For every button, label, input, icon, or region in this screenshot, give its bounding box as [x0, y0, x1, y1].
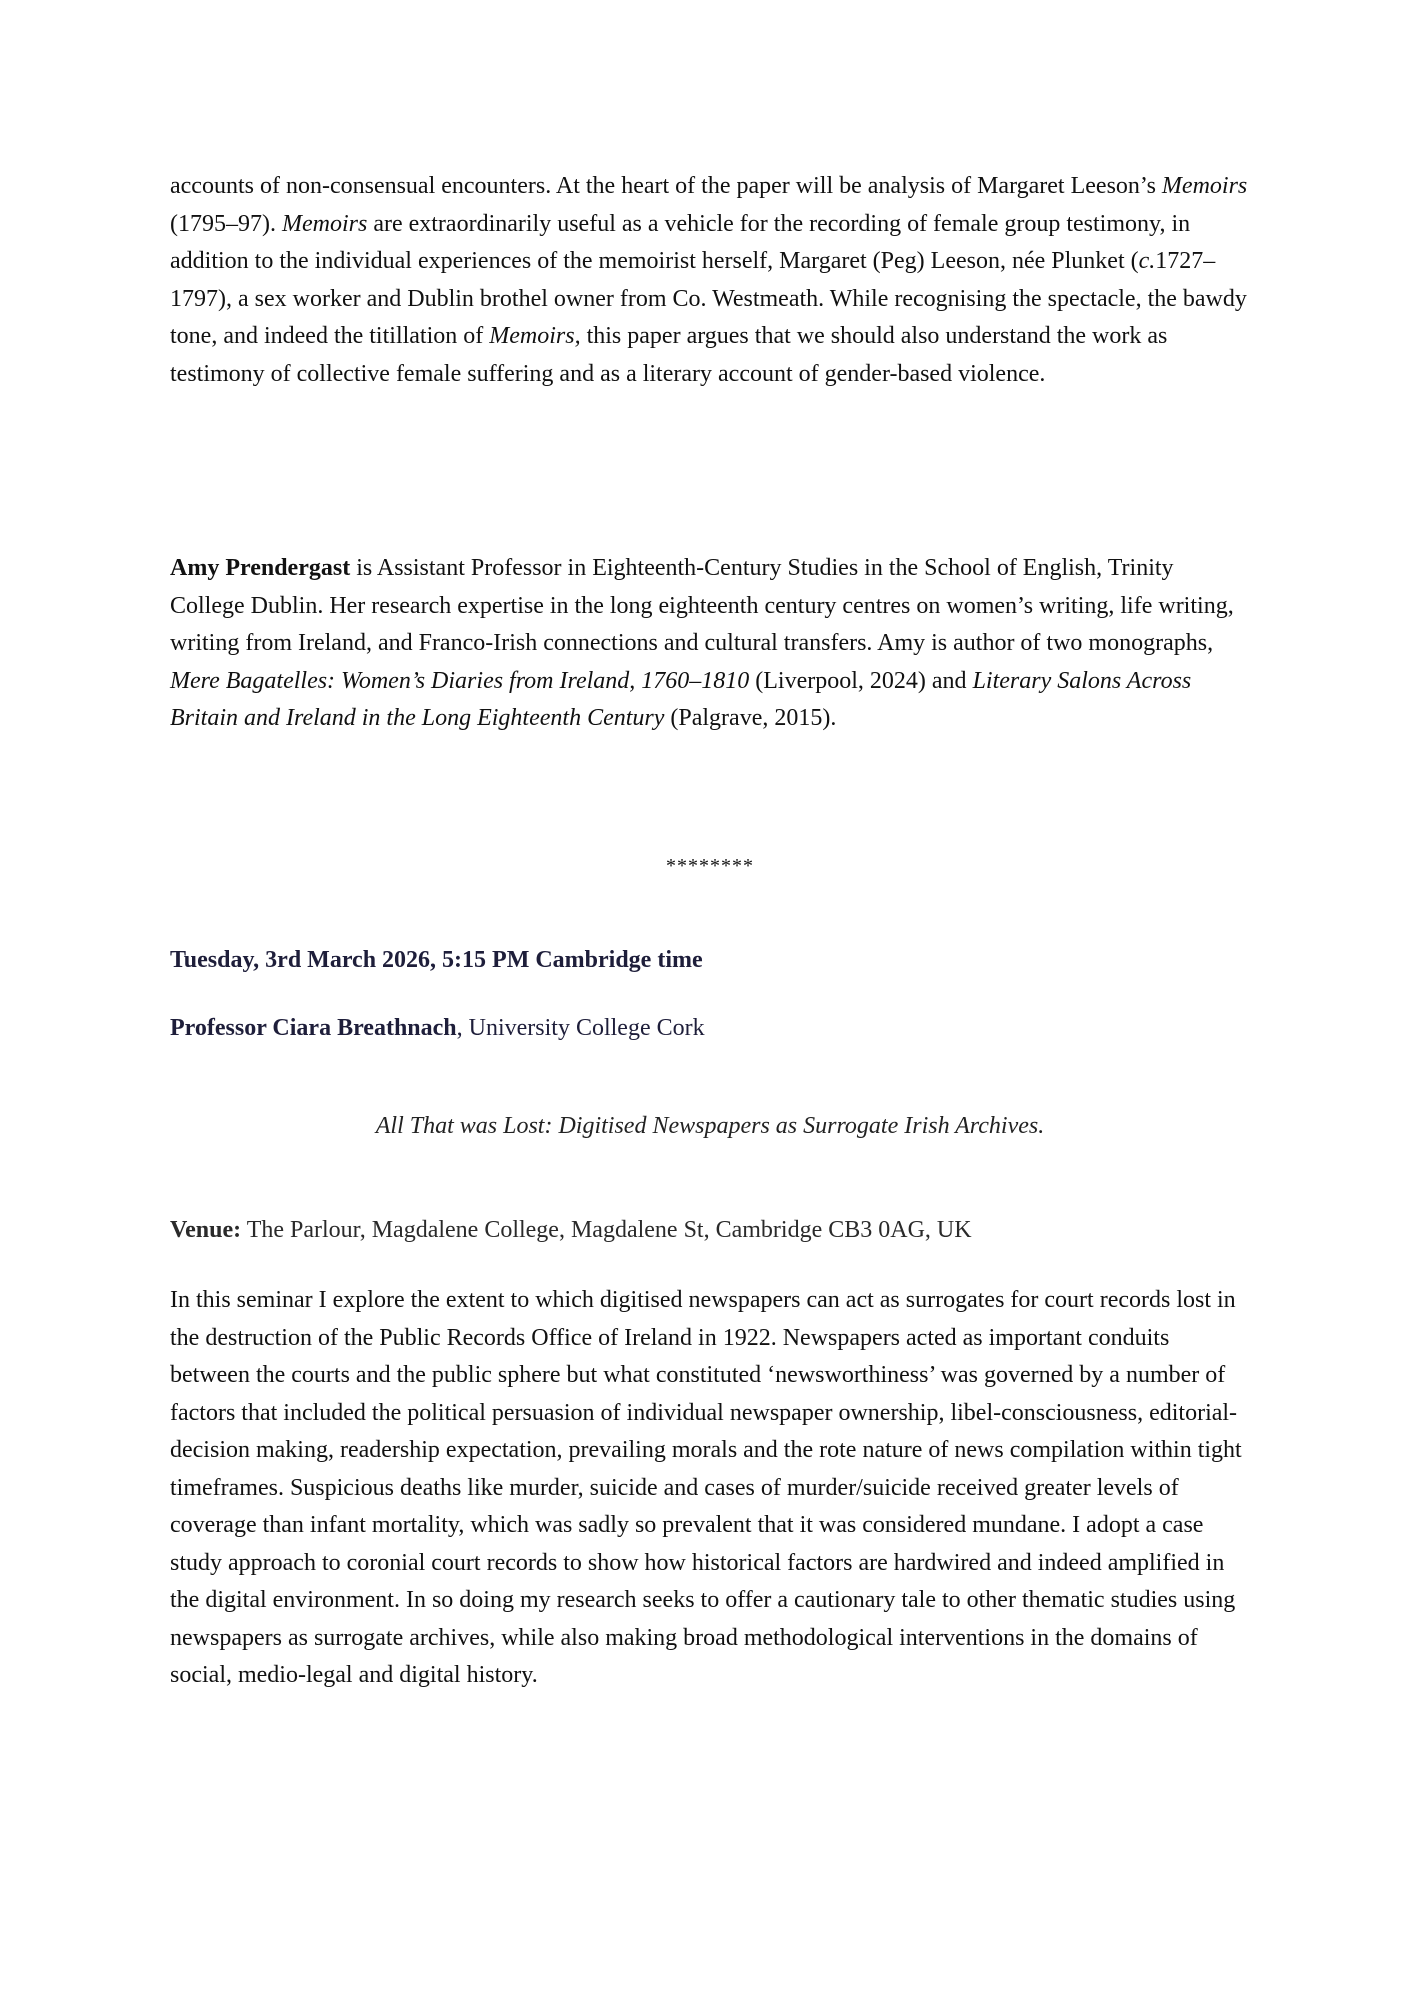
previous-abstract-continuation — [170, 168, 1250, 393]
venue-value: The Parlour, Magdalene College, Magdalene St, Cambridge CB3 0AG, UK — [241, 1217, 972, 1243]
section-separator: ******** — [666, 855, 754, 877]
text-segment: is Assistant Professor in Eighteenth-Century Studies in the School of English, Trinity College Dublin. Her research expertise in the long eighteenth century centres on women’s writing, life writing, writing from Ireland, and Franco-Irish connections and cultural transfers. Amy is author of two monographs, — [170, 555, 1234, 656]
book-title-memoirs: Memoirs — [281, 210, 368, 237]
venue-label: Venue: — [170, 1217, 242, 1243]
talk-title: All That was Lost: Digitised Newspapers as Surrogate Irish Archives. — [375, 1113, 1045, 1139]
event-date-time: Tuesday, 3rd March 2026, 5:15 PM Cambridge time — [170, 947, 703, 973]
event-venue — [170, 1212, 972, 1250]
text-segment: accounts of non-consensual encounters. At the heart of the paper will be analysis of Margaret Leeson’s — [170, 173, 1162, 199]
text-segment: this paper argues that we should also understand the work as testimony of collective female suffering and as a literary account of gender-based violence. — [170, 323, 1168, 387]
text-segment: are extraordinarily useful as a vehicle for the recording of female group testimony, in addition to the individual experiences of the memoirist herself, Margaret (Peg) Leeson, née Plunket ( — [170, 210, 1191, 274]
circa-abbrev: c. — [1138, 248, 1156, 274]
speaker-affiliation: , University College Cork — [456, 1015, 705, 1041]
speaker-name: Professor Ciara Breathnach — [170, 1015, 457, 1041]
text-segment: (Liverpool, 2024) and — [749, 667, 973, 694]
event-speaker — [170, 1010, 705, 1048]
monograph-title: Mere Bagatelles: Women’s Diaries from Ireland, 1760–1810 — [170, 667, 750, 694]
monograph-title: Literary Salons Across Britain and Ireland in the Long Eighteenth Century — [170, 667, 1192, 731]
talk-abstract: In this seminar I explore the extent to which digitised newspapers can act as surrogates for court records lost in the destruction of the Public Records Office of Ireland in 1922. Newspapers acted as important conduits between the courts and the public sphere but what constituted ‘newsworthiness’ was governed by a number of factors that included the political persuasion of individual newspaper ownership, libel-consciousness, editorial-decision making, readership expectation, prevailing morals and the rote nature of news compilation within tight timeframes. Suspicious deaths like murder, suicide and cases of murder/suicide received greater levels of coverage than infant mortality, which was sadly so prevalent that it was considered mundane. I adopt a case study approach to coronial court records to show how historical factors are hardwired and indeed amplified in the digital environment. In so doing my research seeks to offer a cautionary tale to other thematic studies using newspapers as surrogate archives, while also making broad methodological interventions in the domains of social, medio-legal and digital history. — [170, 1287, 1242, 1688]
speaker-bio — [170, 550, 1250, 738]
bio-speaker-name: Amy Prendergast — [170, 555, 351, 581]
text-segment: (Palgrave, 2015). — [664, 705, 837, 731]
book-title-memoirs: Memoirs — [1161, 173, 1248, 199]
text-segment: 1727–1797), a sex worker and Dublin brothel owner from Co. Westmeath. While recognising the spectacle, the bawdy tone, and indeed the titillation of — [170, 248, 1247, 349]
text-segment: (1795–97). — [170, 210, 282, 237]
book-title-memoirs: Memoirs, — [489, 323, 581, 349]
